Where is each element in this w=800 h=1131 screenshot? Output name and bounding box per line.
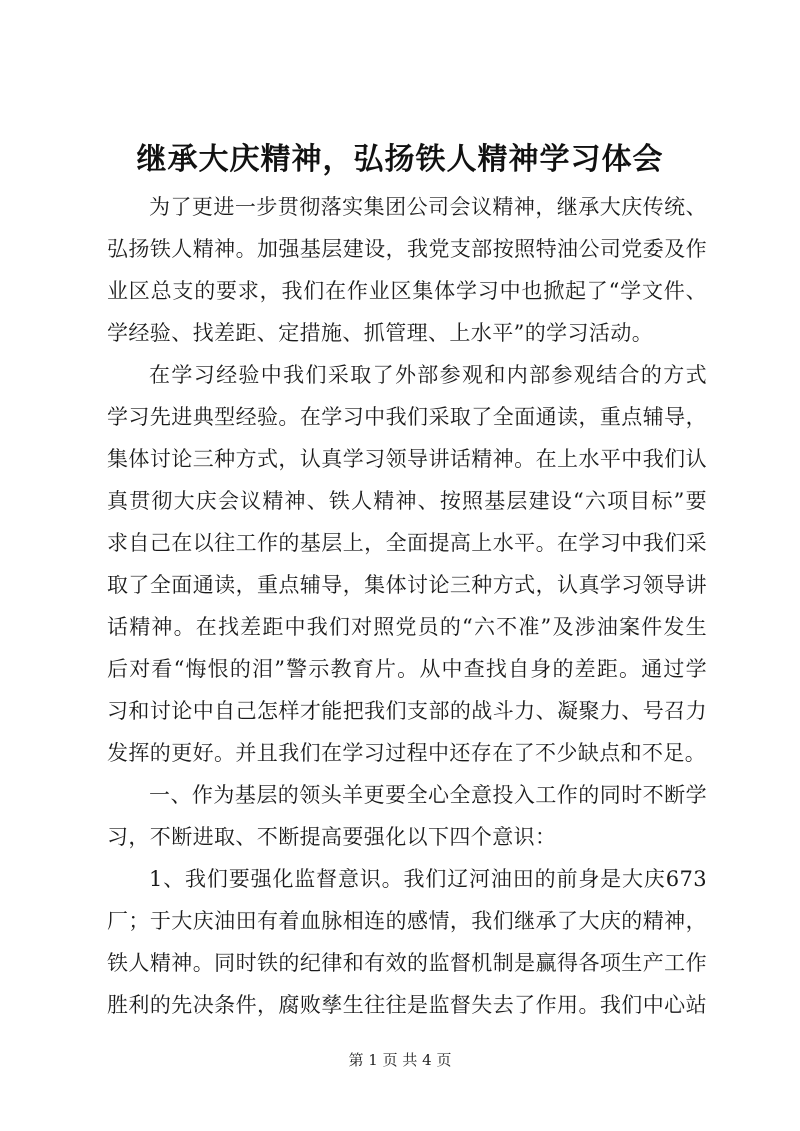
paragraph-line: 一、作为基层的领头羊更要全心全意投入工作的同时不断学: [149, 783, 707, 807]
document-body: [107, 186, 707, 1026]
paragraph-line: 取了全面通读，重点辅导，集体讨论三种方式，认真学习领导讲: [107, 573, 707, 597]
paragraph-line: 话精神。在找差距中我们对照党员的“六不准”及涉油案件发生: [107, 615, 707, 639]
paragraph-line: 学经验、找差距、定措施、抓管理、上水平”的学习活动。: [107, 321, 654, 345]
paragraph-line: 求自己在以往工作的基层上，全面提高上水平。在学习中我们采: [107, 531, 707, 555]
document-title: 继承大庆精神，弘扬铁人精神学习体会: [136, 142, 664, 177]
paragraph-line: 真贯彻大庆会议精神、铁人精神、按照基层建设“六项目标”要: [107, 489, 707, 513]
paragraph-line: 业区总支的要求，我们在作业区集体学习中也掀起了“学文件、: [107, 279, 707, 303]
paragraph-line: 为了更进一步贯彻落实集团公司会议精神，继承大庆传统、: [149, 195, 707, 219]
paragraph-line: 厂；于大庆油田有着血脉相连的感情，我们继承了大庆的精神，: [107, 909, 707, 933]
paragraph-line: 胜利的先决条件，腐败孳生往往是监督失去了作用。我们中心站: [107, 993, 707, 1017]
paragraph-line: 学习先进典型经验。在学习中我们采取了全面通读，重点辅导，: [107, 405, 707, 429]
paragraph-line: 习和讨论中自己怎样才能把我们支部的战斗力、凝聚力、号召力: [107, 699, 707, 723]
paragraph-line: 集体讨论三种方式，认真学习领导讲话精神。在上水平中我们认: [107, 447, 707, 471]
paragraph-line: 铁人精神。同时铁的纪律和有效的监督机制是赢得各项生产工作: [107, 951, 707, 975]
paragraph-line: 在学习经验中我们采取了外部参观和内部参观结合的方式: [149, 363, 707, 387]
paragraph-line: 1、我们要强化监督意识。我们辽河油田的前身是大庆673: [149, 867, 707, 891]
paragraph-line: 习，不断进取、不断提高要强化以下四个意识：: [107, 825, 557, 849]
page-footer: 第 1 页 共 4 页: [348, 1051, 452, 1069]
paragraph-line: 弘扬铁人精神。加强基层建设，我党支部按照特油公司党委及作: [107, 237, 707, 261]
paragraph-line: 发挥的更好。并且我们在学习过程中还存在了不少缺点和不足。: [107, 741, 707, 765]
paragraph-line: 后对看“悔恨的泪”警示教育片。从中查找自身的差距。通过学: [107, 657, 707, 681]
